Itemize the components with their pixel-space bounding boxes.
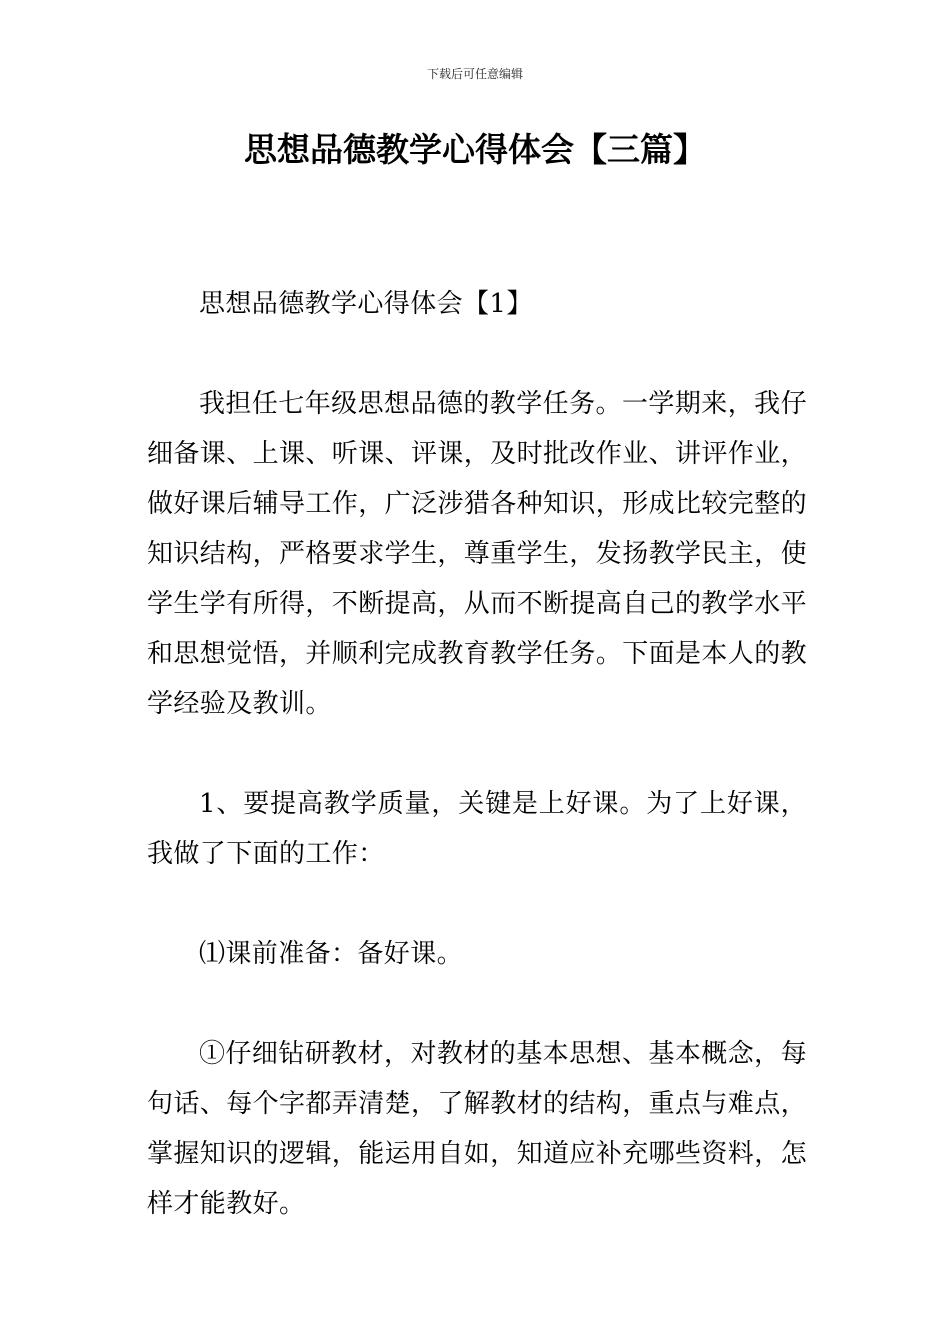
paragraph-intro: 我担任七年级思想品德的教学任务。一学期来，我仔细备课、上课、听课、评课，及时批改作业、讲评作业，做好课后辅导工作，广泛涉猎各种知识，形成比较完整的知识结构，严格要求学生，尊重学生，发扬教学民主，使学生学有所得，不断提高，从而不断提高自己的教学水平和思想觉悟，并顺利完成教育教学任务。下面是本人的教学经验及教训。 — [147, 389, 808, 719]
document-title: 思想品德教学心得体会【三篇】 — [244, 130, 706, 169]
section-heading: 思想品德教学心得体会【1】 — [199, 289, 533, 319]
paragraph-subpoint-1: ⑴课前准备：备好课。 — [199, 939, 464, 969]
paragraph-item-1: ①仔细钻研教材，对教材的基本思想、基本概念，每句话、每个字都弄清楚，了解教材的结构，重点与难点，掌握知识的逻辑，能运用自如，知道应补充哪些资料，怎样才能教好。 — [147, 1039, 808, 1219]
paragraph-point-1: 1、要提高教学质量，关键是上好课。为了上好课，我做了下面的工作： — [147, 789, 807, 869]
header-note: 下载后可任意编辑 — [426, 67, 523, 81]
document-body — [147, 279, 807, 1229]
